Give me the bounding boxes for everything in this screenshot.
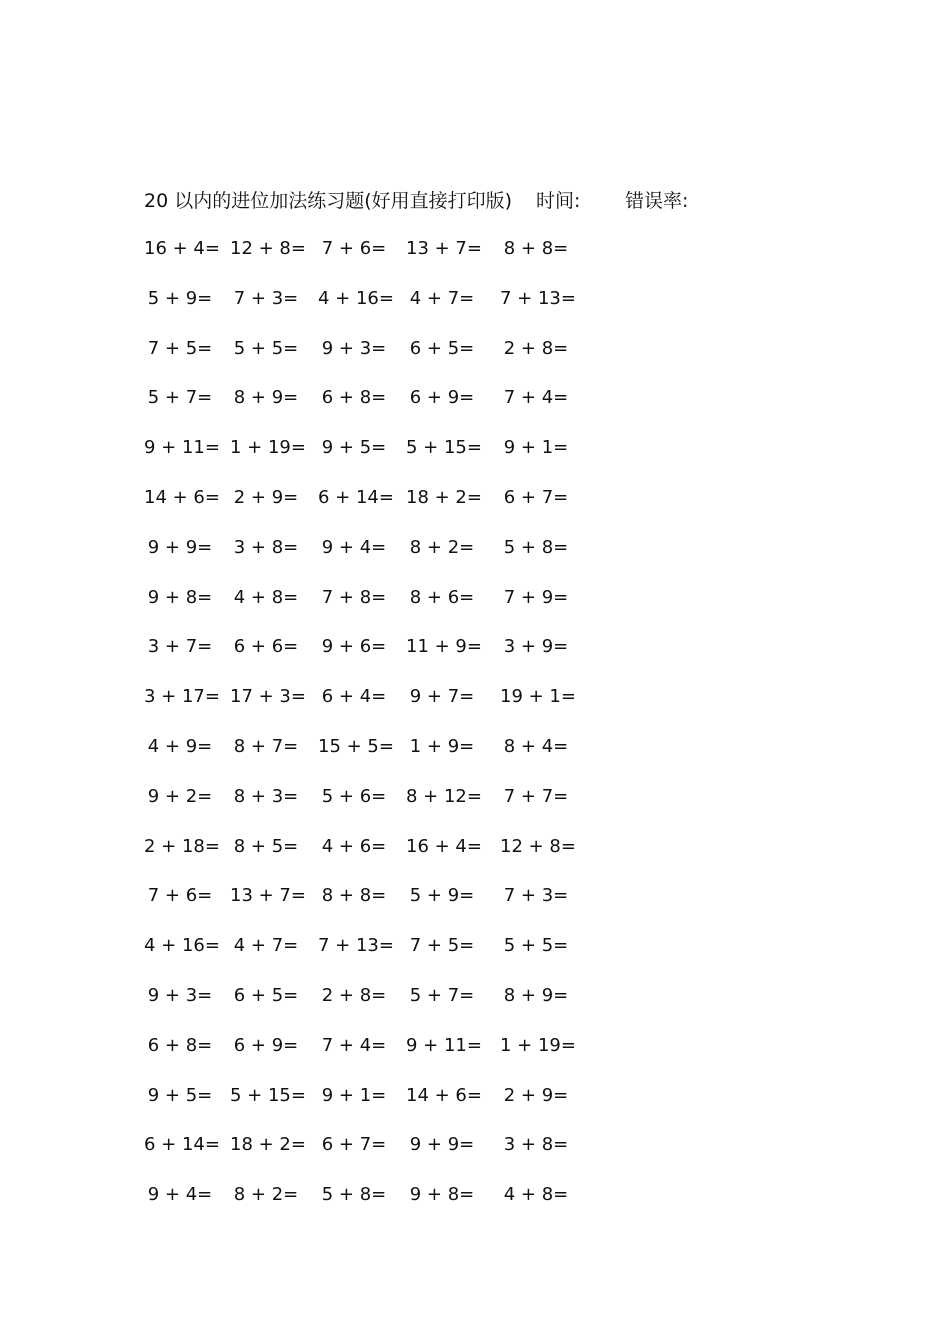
addition-problem: 6 + 4= <box>321 686 387 708</box>
addition-problem: 9 + 8= <box>409 1184 475 1206</box>
problem-row <box>144 385 604 435</box>
problem-row <box>144 585 604 635</box>
addition-problem: 3 + 17= <box>144 686 220 708</box>
addition-problem: 9 + 4= <box>147 1184 213 1206</box>
addition-problem: 1 + 19= <box>230 437 306 459</box>
addition-problem: 14 + 6= <box>406 1084 482 1106</box>
addition-problem: 4 + 6= <box>321 835 387 857</box>
addition-problem: 9 + 4= <box>321 536 387 558</box>
addition-problem: 18 + 2= <box>406 486 482 508</box>
addition-problem: 7 + 4= <box>321 1034 387 1056</box>
addition-problem: 5 + 8= <box>503 536 569 558</box>
addition-problem: 7 + 3= <box>233 287 299 309</box>
addition-problem: 6 + 14= <box>144 1134 220 1156</box>
addition-problem: 8 + 8= <box>321 885 387 907</box>
addition-problem: 8 + 9= <box>503 984 569 1006</box>
addition-problem: 5 + 9= <box>147 287 213 309</box>
addition-problem: 8 + 5= <box>233 835 299 857</box>
addition-problem: 6 + 7= <box>503 486 569 508</box>
addition-problem: 7 + 5= <box>409 935 475 957</box>
error-rate-label: 错误率: <box>625 190 689 212</box>
addition-problem: 2 + 8= <box>503 337 569 359</box>
addition-problem: 12 + 8= <box>230 238 306 259</box>
problem-row <box>144 485 604 535</box>
addition-problem: 8 + 12= <box>406 785 482 807</box>
addition-problem: 2 + 18= <box>144 835 220 857</box>
addition-problem: 13 + 7= <box>406 238 482 259</box>
addition-problem: 7 + 8= <box>321 586 387 608</box>
addition-problem: 9 + 1= <box>321 1084 387 1106</box>
addition-problem: 8 + 4= <box>503 735 569 757</box>
problem-row <box>144 983 604 1033</box>
addition-problem: 4 + 7= <box>233 935 299 957</box>
addition-problem: 7 + 7= <box>503 785 569 807</box>
addition-problem: 4 + 16= <box>318 287 394 309</box>
addition-problem: 8 + 8= <box>503 238 569 259</box>
addition-problem: 2 + 8= <box>321 984 387 1006</box>
addition-problem: 7 + 3= <box>503 885 569 907</box>
addition-problem: 5 + 9= <box>409 885 475 907</box>
addition-problem: 19 + 1= <box>500 686 576 708</box>
addition-problem: 5 + 5= <box>233 337 299 359</box>
addition-problem: 6 + 14= <box>318 486 394 508</box>
addition-problem: 8 + 2= <box>409 536 475 558</box>
worksheet-header <box>144 187 844 215</box>
time-label: 时间: <box>536 190 581 212</box>
addition-problem: 6 + 6= <box>233 636 299 658</box>
addition-problem: 4 + 8= <box>233 586 299 608</box>
problem-row <box>144 1083 604 1133</box>
problem-row <box>144 883 604 933</box>
addition-problem: 9 + 11= <box>406 1034 482 1056</box>
addition-problem: 4 + 8= <box>503 1184 569 1206</box>
addition-problem: 1 + 9= <box>409 735 475 757</box>
addition-problem: 7 + 4= <box>503 387 569 409</box>
addition-problem: 9 + 7= <box>409 686 475 708</box>
addition-problem: 6 + 9= <box>233 1034 299 1056</box>
addition-problem: 7 + 9= <box>503 586 569 608</box>
addition-problem: 14 + 6= <box>144 486 220 508</box>
problem-row <box>144 834 604 884</box>
addition-problem: 9 + 11= <box>144 437 220 459</box>
addition-problem: 8 + 9= <box>233 387 299 409</box>
addition-problem: 16 + 4= <box>144 238 220 259</box>
addition-problem: 6 + 5= <box>409 337 475 359</box>
addition-problem: 3 + 8= <box>233 536 299 558</box>
addition-problem: 6 + 8= <box>147 1034 213 1056</box>
addition-problem: 9 + 1= <box>503 437 569 459</box>
addition-problem: 7 + 5= <box>147 337 213 359</box>
addition-problem: 7 + 13= <box>500 287 576 309</box>
addition-problem: 5 + 15= <box>230 1084 306 1106</box>
addition-problem: 3 + 8= <box>503 1134 569 1156</box>
addition-problem: 8 + 2= <box>233 1184 299 1206</box>
problem-row <box>144 734 604 784</box>
addition-problem: 2 + 9= <box>233 486 299 508</box>
addition-problem: 8 + 3= <box>233 785 299 807</box>
addition-problem: 3 + 9= <box>503 636 569 658</box>
worksheet-title: 20 以内的进位加法练习题(好用直接打印版) <box>144 190 513 212</box>
problem-row <box>144 1033 604 1083</box>
problem-row <box>144 933 604 983</box>
addition-problem: 5 + 15= <box>406 437 482 459</box>
problem-row <box>144 336 604 386</box>
addition-problem: 7 + 6= <box>147 885 213 907</box>
problem-row <box>144 1182 604 1232</box>
problem-row <box>144 236 604 286</box>
problem-row <box>144 684 604 734</box>
addition-problem: 8 + 7= <box>233 735 299 757</box>
addition-problem: 5 + 5= <box>503 935 569 957</box>
addition-problem: 9 + 8= <box>147 586 213 608</box>
addition-problem: 4 + 9= <box>147 735 213 757</box>
addition-problem: 9 + 6= <box>321 636 387 658</box>
problem-grid <box>144 236 604 1232</box>
addition-problem: 6 + 7= <box>321 1134 387 1156</box>
problem-row <box>144 784 604 834</box>
problem-row <box>144 1132 604 1182</box>
addition-problem: 3 + 7= <box>147 636 213 658</box>
addition-problem: 13 + 7= <box>230 885 306 907</box>
problem-row <box>144 286 604 336</box>
addition-problem: 5 + 6= <box>321 785 387 807</box>
addition-problem: 5 + 7= <box>409 984 475 1006</box>
problem-row <box>144 634 604 684</box>
addition-problem: 9 + 9= <box>409 1134 475 1156</box>
addition-problem: 9 + 5= <box>147 1084 213 1106</box>
problem-row <box>144 435 604 485</box>
addition-problem: 5 + 8= <box>321 1184 387 1206</box>
addition-problem: 1 + 19= <box>500 1034 576 1056</box>
addition-problem: 6 + 8= <box>321 387 387 409</box>
addition-problem: 16 + 4= <box>406 835 482 857</box>
addition-problem: 6 + 9= <box>409 387 475 409</box>
addition-problem: 11 + 9= <box>406 636 482 658</box>
addition-problem: 9 + 3= <box>321 337 387 359</box>
addition-problem: 15 + 5= <box>318 735 394 757</box>
addition-problem: 5 + 7= <box>147 387 213 409</box>
problem-row <box>144 535 604 585</box>
addition-problem: 4 + 16= <box>144 935 220 957</box>
addition-problem: 9 + 2= <box>147 785 213 807</box>
addition-problem: 8 + 6= <box>409 586 475 608</box>
addition-problem: 9 + 9= <box>147 536 213 558</box>
addition-problem: 7 + 6= <box>321 238 387 259</box>
addition-problem: 4 + 7= <box>409 287 475 309</box>
addition-problem: 9 + 3= <box>147 984 213 1006</box>
addition-problem: 17 + 3= <box>230 686 306 708</box>
addition-problem: 18 + 2= <box>230 1134 306 1156</box>
addition-problem: 12 + 8= <box>500 835 576 857</box>
addition-problem: 2 + 9= <box>503 1084 569 1106</box>
addition-problem: 9 + 5= <box>321 437 387 459</box>
addition-problem: 7 + 13= <box>318 935 394 957</box>
addition-problem: 6 + 5= <box>233 984 299 1006</box>
